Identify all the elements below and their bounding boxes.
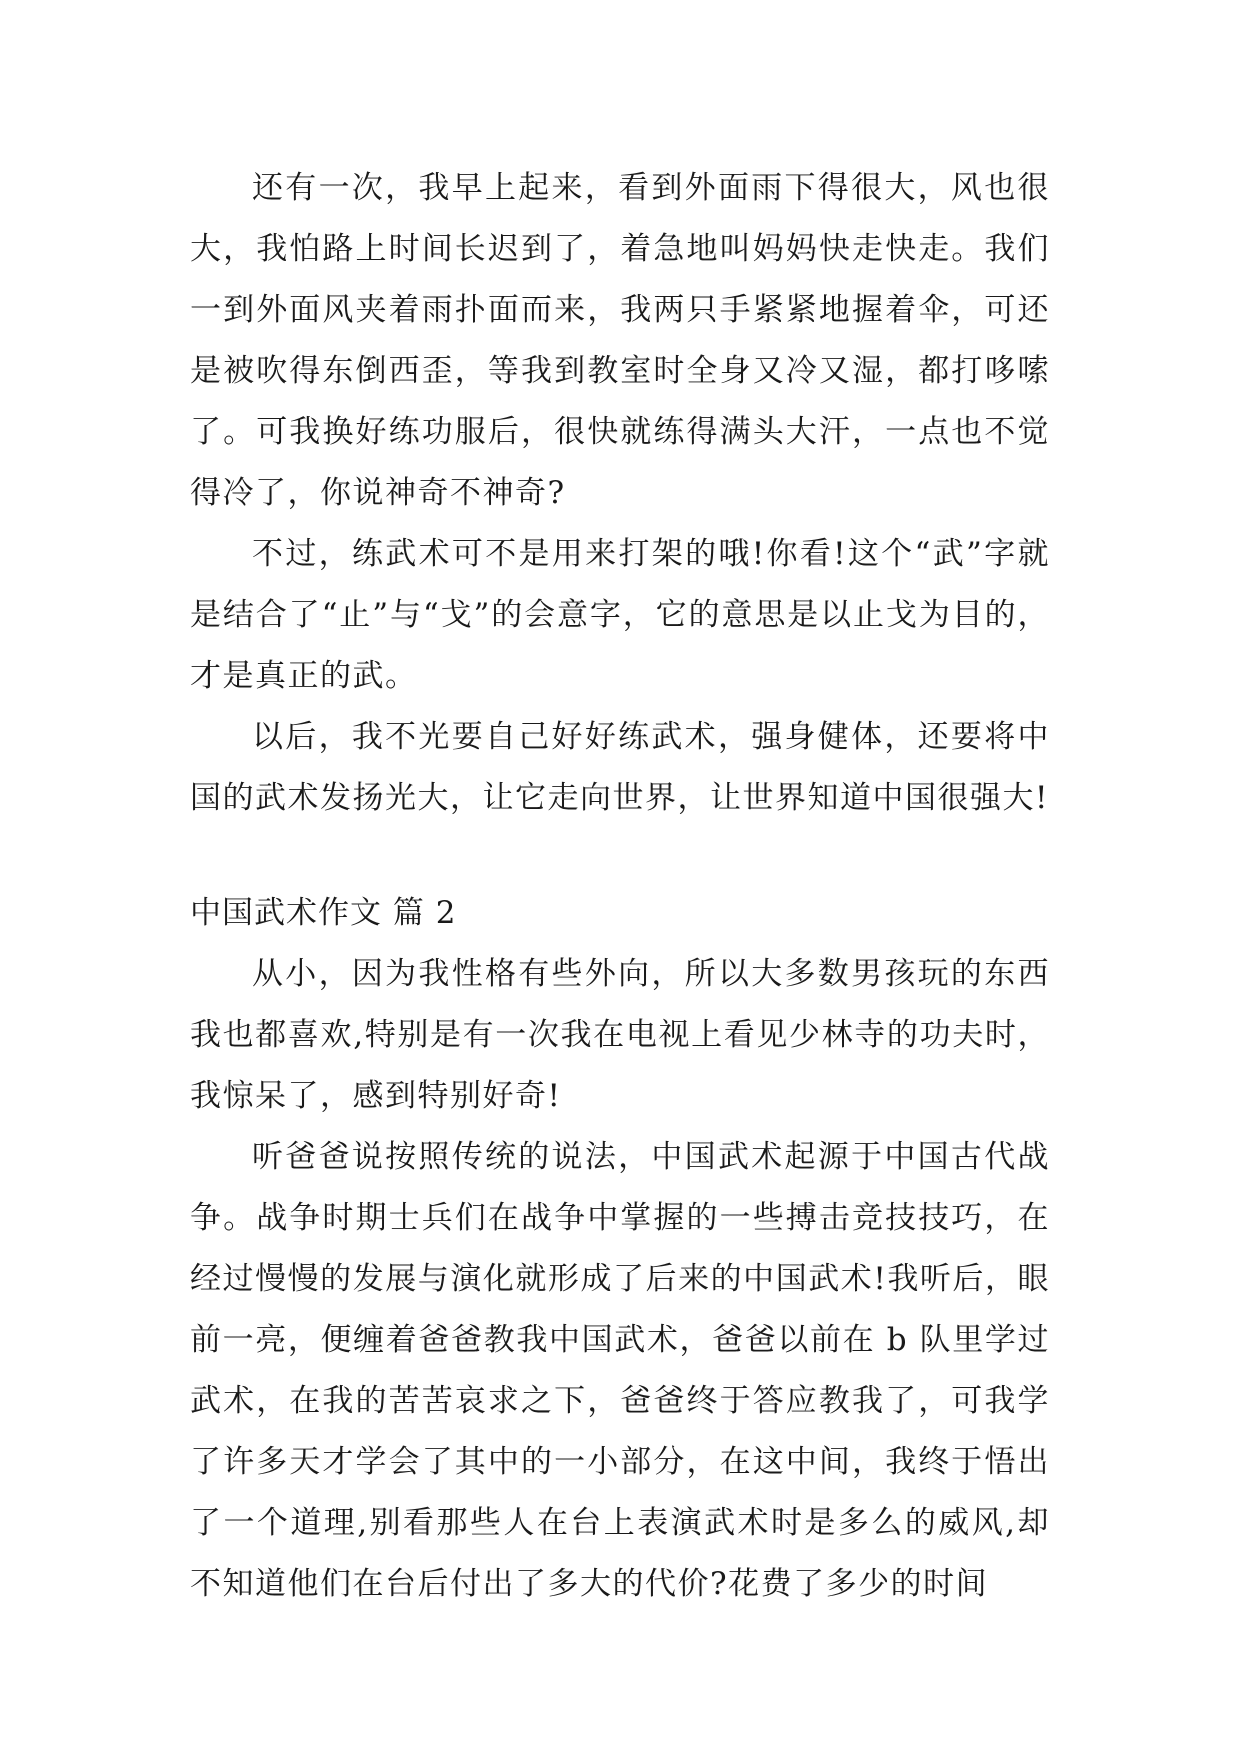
section-heading: 中国武术作文 篇 2	[190, 895, 457, 931]
paragraph-future-goal: 以后，我不光要自己好好练武术，强身健体，还要将中国的武术发扬光大，让它走向世界，让世界知道中国很强大!	[190, 719, 1050, 816]
document-body	[190, 158, 1050, 1615]
paragraph-wu-character: 不过，练武术可不是用来打架的哦!你看!这个“武”字就是结合了“止”与“戈”的会意字，它的意思是以止戈为目的，才是真正的武。	[190, 536, 1050, 694]
paragraph-rainy-day: 还有一次，我早上起来，看到外面雨下得很大，风也很大，我怕路上时间长迟到了，着急地叫妈妈快走快走。我们一到外面风夹着雨扑面而来，我两只手紧紧地握着伞，可还是被吹得东倒西歪，等我到教室时全身又冷又湿，都打哆嗦了。可我换好练功服后，很快就练得满头大汗，一点也不觉得冷了，你说神奇不神奇?	[190, 170, 1050, 511]
paragraph-origin-of-wushu: 听爸爸说按照传统的说法，中国武术起源于中国古代战争。战争时期士兵们在战争中掌握的一些搏击竞技技巧，在经过慢慢的发展与演化就形成了后来的中国武术!我听后，眼前一亮，便缠着爸爸教我中国武术，爸爸以前在 b 队里学过武术，在我的苦苦哀求之下，爸爸终于答应教我了，可我学了许多天才学会了其中的一小部分，在这中间，我终于悟出了一个道理,别看那些人在台上表演武术时是多么的威风,却不知道他们在台后付出了多大的代价?花费了多少的时间	[190, 1139, 1050, 1602]
paragraph-childhood: 从小，因为我性格有些外向，所以大多数男孩玩的东西我也都喜欢,特别是有一次我在电视上看见少林寺的功夫时，我惊呆了，感到特别好奇!	[190, 956, 1050, 1114]
